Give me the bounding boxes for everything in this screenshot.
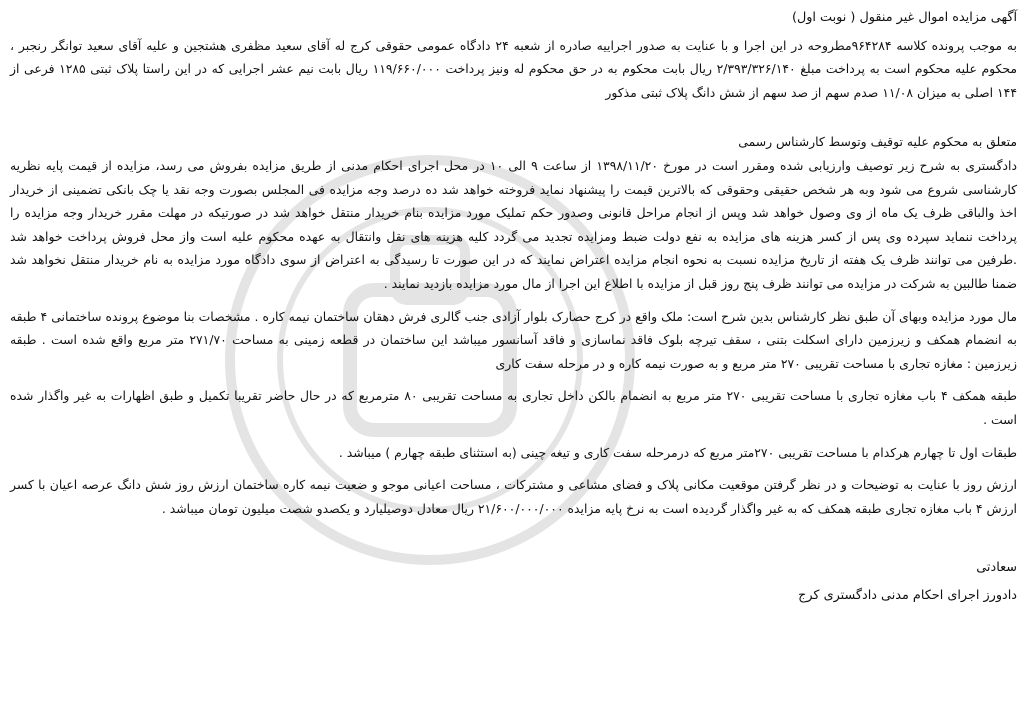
notice-intro: به موجب پرونده کلاسه ۹۶۴۲۸۴مطروحه در این اجرا و با عنایت به صدور اجراییه صادره از شعبه ۲۴ دادگاه عمومی حقوقی کرج له آقای سعید مظفری هشتجین و علیه آقای سعید توانگر رنجبر ، محکوم علیه محکوم است به پرداخت مبلغ ۲/۳۹۳/۳۲۶/۱۴۰ ریال بابت محکوم به در حق محکوم له ونیز پرداخت ۱۱۹/۶۶۰/۰۰۰ ریال بابت نیم عشر اجرایی که در این راستا پلاک ثبتی ۱۲۸۵ فرعی از ۱۴۴ اصلی به میزان ۱۱/۰۸ صدم سهم از صد سهم از شش دانگ پلاک ثبتی مذکور <box>10 37 1018 100</box>
notice-upper-floors: طبقات اول تا چهارم هرکدام با مساحت تقریبی ۲۷۰متر مربع که درمرحله سفت کاری و تیغه چینی (به استثنای طبقه چهارم ) میباشد . <box>338 444 1017 460</box>
notice-title: آگهی مزایده اموال غیر منقول ( نوبت اول) <box>791 10 1017 25</box>
signoff-name: سعادتی <box>976 560 1017 576</box>
notice-valuation: ارزش روز با عنایت به توضیحات و در نظر گرفتن موقعیت مکانی پلاک و فضای مشاعی و مشترکات ، مساحت اعیانی موجو و ضعیت نیمه کاره ساختمان ارزش روز شش دانگ عرصه اعیان با کسر ارزش ۴ باب مغازه تجاری طبقه همکف که به غیر واگذار گردیده است به نرخ پایه مزایده ۲۱/۶۰۰/۰۰۰/۰۰۰ ریال معادل دوصیلیارد و یکصدو شصت میلیون تومان میباشد . <box>10 477 1017 516</box>
signoff-title: دادورز اجرای احکام مدنی دادگستری کرج <box>798 587 1017 603</box>
notice-seizure: متعلق به محکوم علیه توقیف وتوسط کارشناس رسمی <box>738 134 1017 150</box>
notice-property-description: مال مورد مزایده وبهای آن طبق نظر کارشناس بدین شرح است: ملک واقع در کرج حصارک بلوار آزادی جنب گالری فرش دهقان ساختمان نیمه کاره . مشخصات بنا موضوع پرونده ساختمانی ۴ طبقه به انضمام همکف و زیرزمین دارای اسکلت بتنی ، سقف تیرچه بلوک فاقد نماسازی و فاقد آسانسور میباشد این ساختمان در قطعه زمینی به مساحت ۲۷۱/۷۰ متر مربع واقع شده است . طبقه زیرزمین : مغازه تجاری با مساحت تقریبی ۲۷۰ متر مربع و به صورت نیمه کاره و در مرحله سفت کاری <box>10 308 1017 371</box>
notice-ground-floor: طبقه همکف ۴ باب مغازه تجاری با مساحت تقریبی ۲۷۰ متر مربع به انضمام بالکن داخل تجاری به مساحت تقریبی ۸۰ مترمربع که در حال حاضر تقریبا تکمیل و طبق اظهارات به غیر واگذار شده است . <box>10 388 1017 427</box>
notice-auction-terms: دادگستری به شرح زیر توصیف وارزیابی شده ومقرر است در مورخ ۱۳۹۸/۱۱/۲۰ از ساعت ۹ الی ۱۰ در محل اجرای احکام مدنی از طریق مزایده بفروش می رسد، مزایده از قیمت پایه نظریه کارشناسی شروع می شود وبه هر شخص حقیقی وحقوقی که بالاترین قیمت را پیشنهاد نماید فروخته خواهد شد ده درصد وجه مزایده فی المجلس بصورت وجه نقد یا چک بانکی تضمینی از خریدار اخذ والباقی ظرف یک ماه از وی وصول خواهد شد وپس از انجام مراحل قانونی وصدور حکم تملیک مورد مزایده بنام خریدار منتقل خواهد شد در صورتیکه در مهلت مقرر خریدار وجه مزایده را پرداخت ننماید سپرده وی پس از کسر هزینه های مزایده به نفع دولت ضبط ومزایده تجدید می گردد کلیه هزینه های نقل وانتقال به عهده محکوم علیه است واز محل فروش پرداخت خواهد شد .طرفین می توانند ظرف یک هفته از تاریخ مزایده نسبت به نحوه انجام مزایده اعتراض نمایند که در این صورت تا رسیدگی به اعتراض از سوی دادگاه مورد مزایده به نام خریدار منتقل نخواهد شد ضمنا طالبین به شرکت در مزایده می توانند ظرف پنج روز قبل از مزایده با اطلاع این اجرا از مال مورد مزایده بازدید نمایند . <box>10 157 1017 291</box>
